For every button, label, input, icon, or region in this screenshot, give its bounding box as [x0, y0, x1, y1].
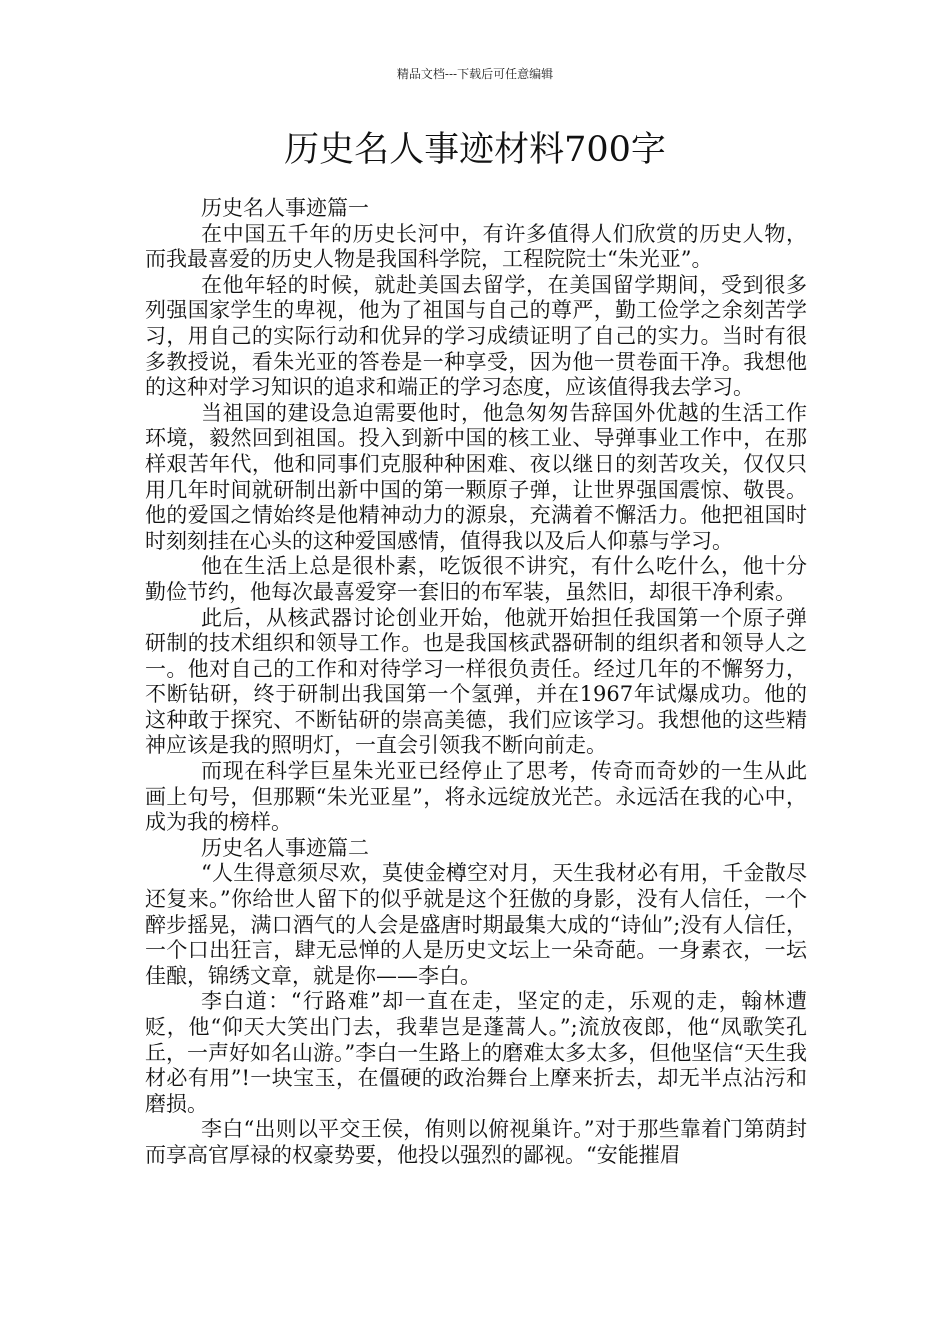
paragraph: 此后，从核武器讨论创业开始，他就开始担任我国第一个原子弹研制的技术组织和领导工作。也是我国核武器研制的组织者和领导人之一。他对自己的工作和对待学习一样很负责任。经过几年的不懈努力，不断钻研，终于研制出我国第一个氢弹，并在1967年试爆成功。他的这种敢于探究、不断钻研的崇高美德，我们应该学习。我想他的这些精神应该是我的照明灯，一直会引领我不断向前走。 — [145, 605, 807, 758]
document-title: 历史名人事迹材料700字 — [284, 130, 666, 170]
paragraph: 而现在科学巨星朱光亚已经停止了思考，传奇而奇妙的一生从此画上句号，但那颗“朱光亚星”，将永远绽放光芒。永远活在我的心中，成为我的榜样。 — [145, 759, 807, 835]
paragraph: 在他年轻的时候，就赴美国去留学，在美国留学期间，受到很多列强国家学生的卑视，他为了祖国与自己的尊严，勤工俭学之余刻苦学习，用自己的实际行动和优异的学习成绩证明了自己的实力。当时有很多教授说，看朱光亚的答卷是一种享受，因为他一贯卷面干净。我想他的这种对学习知识的追求和端正的学习态度，应该值得我去学习。 — [145, 272, 807, 400]
paragraph: 当祖国的建设急迫需要他时，他急匆匆告辞国外优越的生活工作环境，毅然回到祖国。投入到新中国的核工业、导弹事业工作中，在那样艰苦年代，他和同事们克服种种困难、夜以继日的刻苦攻关，仅仅只用几年时间就研制出新中国的第一颗原子弹，让世界强国震惊、敬畏。他的爱国之情始终是他精神动力的源泉，充满着不懈活力。他把祖国时时刻刻挂在心头的这种爱国感情，值得我以及后人仰慕与学习。 — [145, 400, 807, 553]
paragraph: 在中国五千年的历史长河中，有许多值得人们欣赏的历史人物，而我最喜爱的历史人物是我国科学院，工程院院士“朱光亚”。 — [145, 221, 807, 272]
document-body — [145, 196, 807, 1169]
paragraph: 李白“出则以平交王侯，侑则以俯视巢许。”对于那些靠着门第荫封而享高官厚禄的权豪势要，他投以强烈的鄙视。“安能摧眉 — [145, 1117, 807, 1167]
section-heading-1: 历史名人事迹篇一 — [201, 196, 369, 220]
section-heading-2: 历史名人事迹篇二 — [201, 835, 369, 860]
header-note: 精品文档---下载后可任意编辑 — [396, 67, 554, 81]
paragraph: “人生得意须尽欢，莫使金樽空对月，天生我材必有用，千金散尽还复来。”你给世人留下的似乎就是这个狂傲的身影，没有人信任，一个醉步摇晃，满口酒气的人会是盛唐时期最集大成的“诗仙”;没有人信任，一个口出狂言，肆无忌惮的人是历史文坛上一朵奇葩。一身素衣，一坛佳酿，锦绣文章，就是你——李白。 — [145, 861, 807, 988]
paragraph: 李白道：“行路难”却一直在走，坚定的走，乐观的走，翰林遭贬，他“仰天大笑出门去，我辈岂是蓬蒿人。”;流放夜郎，他“凤歌笑孔丘，一声好如名山游。”李白一生路上的磨难太多太多，但他坚信“天生我材必有用”!一块宝玉，在僵硬的政治舞台上摩来折去，却无半点沾污和磨损。 — [145, 989, 807, 1116]
paragraph: 他在生活上总是很朴素，吃饭很不讲究，有什么吃什么，他十分勤俭节约，他每次最喜爱穿一套旧的布军装，虽然旧，却很干净利索。 — [145, 554, 807, 604]
